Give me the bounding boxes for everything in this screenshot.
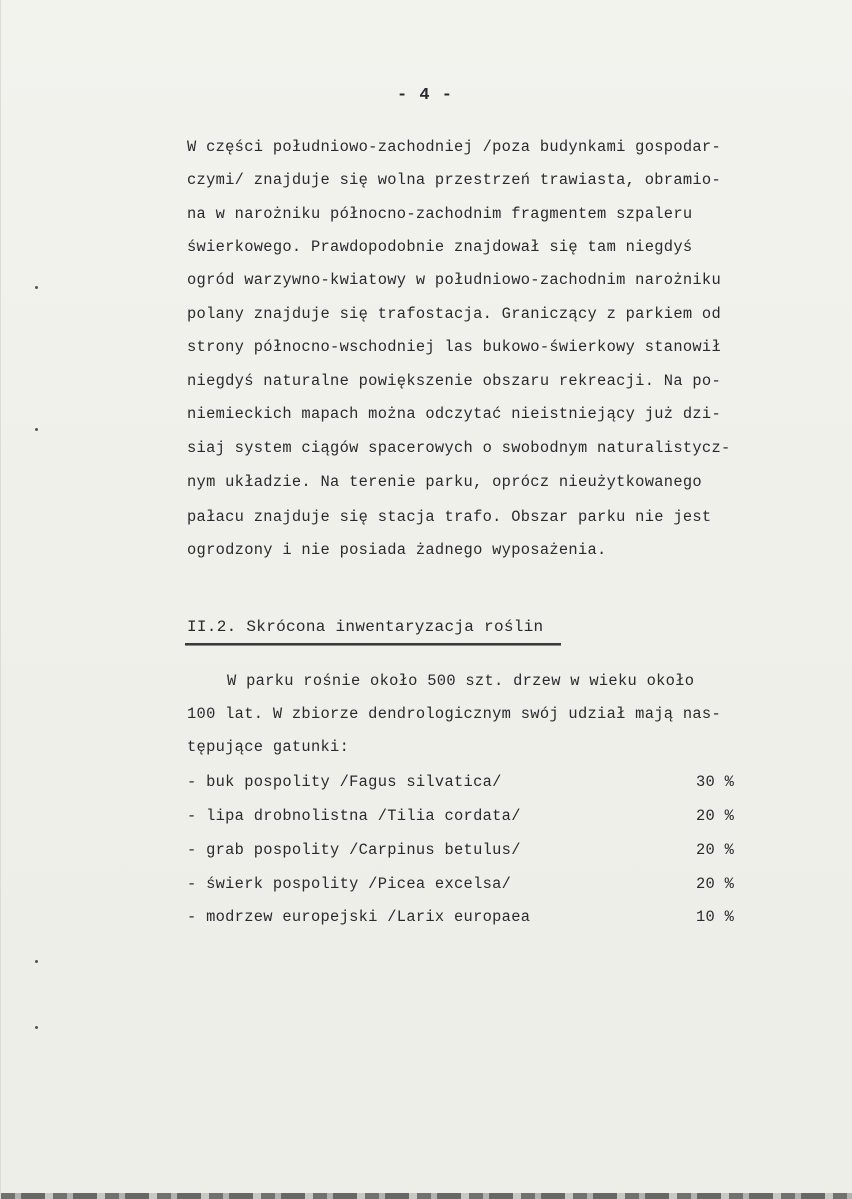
intro-line: tępujące gatunki: bbox=[187, 738, 350, 756]
species-name: - grab pospolity /Carpinus betulus/ bbox=[187, 841, 521, 859]
species-percent: 10 % bbox=[696, 908, 735, 926]
species-percent: 20 % bbox=[696, 875, 735, 893]
species-percent: 30 % bbox=[696, 773, 735, 791]
species-name: - lipa drobnolistna /Tilia cordata/ bbox=[187, 807, 521, 825]
intro-line: W parku rośnie około 500 szt. drzew w wieku około bbox=[227, 672, 695, 690]
paragraph-line: polany znajduje się trafostacja. Graniczący z parkiem od bbox=[187, 305, 722, 323]
species-list-item bbox=[187, 841, 747, 861]
paragraph-line: na w narożniku północno-zachodnim fragmentem szpaleru bbox=[187, 205, 693, 223]
section-heading: II.2. Skrócona inwentaryzacja roślin bbox=[187, 618, 544, 636]
margin-mark bbox=[35, 428, 38, 431]
paragraph-line: nym układzie. Na terenie parku, oprócz nieużytkowanego bbox=[187, 473, 702, 491]
margin-mark bbox=[35, 1026, 38, 1029]
paragraph-line: pałacu znajduje się stacja trafo. Obszar parku nie jest bbox=[187, 508, 712, 526]
paragraph-line: czymi/ znajduje się wolna przestrzeń trawiasta, obramio- bbox=[187, 171, 722, 189]
species-name: - świerk pospolity /Picea excelsa/ bbox=[187, 875, 512, 893]
margin-mark bbox=[35, 960, 38, 963]
species-percent: 20 % bbox=[696, 807, 735, 825]
species-list-item bbox=[187, 875, 747, 895]
paragraph-line: niegdyś naturalne powiększenie obszaru rekreacji. Na po- bbox=[187, 372, 722, 390]
scan-bottom-edge bbox=[1, 1193, 852, 1199]
species-name: - modrzew europejski /Larix europaea bbox=[187, 908, 531, 926]
paragraph-line: W części południowo-zachodniej /poza budynkami gospodar- bbox=[187, 138, 722, 156]
paragraph-line: niemieckich mapach można odczytać nieistniejący już dzi- bbox=[187, 405, 722, 423]
species-percent: 20 % bbox=[696, 841, 735, 859]
intro-line: 100 lat. W zbiorze dendrologicznym swój udział mają nas- bbox=[187, 705, 722, 723]
paragraph-line: ogród warzywno-kwiatowy w południowo-zachodnim narożniku bbox=[187, 271, 722, 289]
paragraph-line: świerkowego. Prawdopodobnie znajdował się tam niegdyś bbox=[187, 238, 693, 256]
species-list-item bbox=[187, 908, 747, 928]
species-name: - buk pospolity /Fagus silvatica/ bbox=[187, 773, 502, 791]
page-number: - 4 - bbox=[397, 86, 454, 105]
species-list-item bbox=[187, 807, 747, 827]
paragraph-line: strony północno-wschodniej las bukowo-świerkowy stanowił bbox=[187, 338, 722, 356]
heading-underline bbox=[185, 643, 561, 646]
paragraph-line: ogrodzony i nie posiada żadnego wyposażenia. bbox=[187, 541, 607, 559]
species-list-item bbox=[187, 773, 747, 793]
paragraph-line: siaj system ciągów spacerowych o swobodnym naturalistycz- bbox=[187, 439, 731, 457]
margin-mark bbox=[35, 286, 38, 289]
